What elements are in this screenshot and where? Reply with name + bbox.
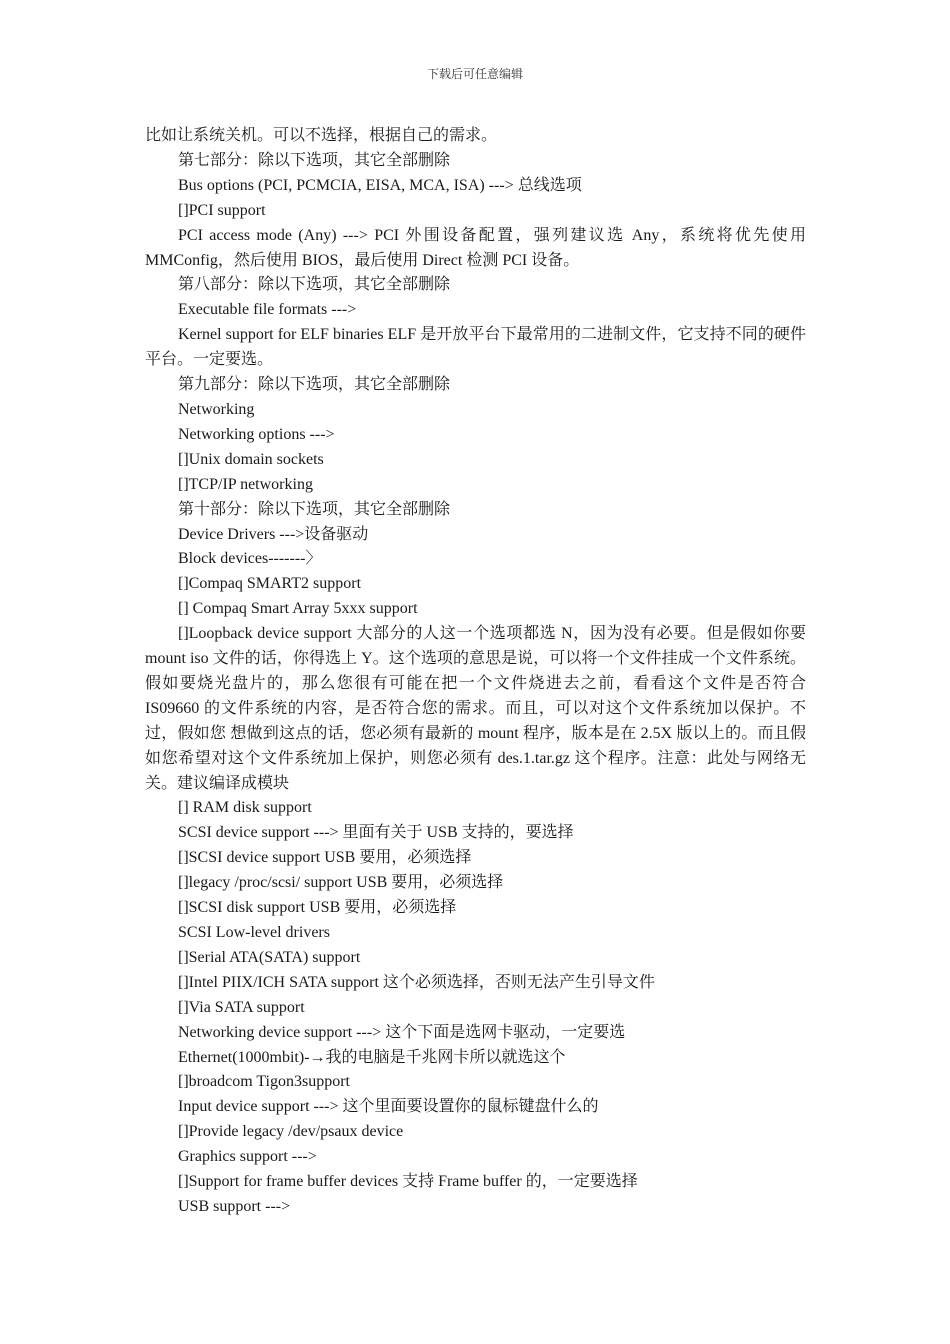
option-line: []Via SATA support	[178, 998, 305, 1016]
paragraph: []Loopback device support 大部分的人这一个选项都选 N，因为没有必要。但是假如你要 mount iso 文件的话，你得选上 Y。这个选项的意思是说，可以将一个文件挂成一个文件系统。假如要烧光盘片的，那么您很有可能在把一个文件烧进去之前，看看这个文件是否符合 IS09660 的文件系统的内容，是否符合您的需求。而且，可以对这个文件系统加以保护。不过，假如您 想做到这点的话，您必须有最新的 mount 程序，版本是在 2.5X 版以上的。而且假如您希望对这个文件系统加上保护，则您必须有 des.1.tar.gz 这个程序。注意：此处与网络无关。建议编译成模块	[145, 625, 806, 792]
section-heading: 第九部分：除以下选项，其它全部删除	[178, 376, 451, 394]
option-line: Block devices-------〉	[178, 550, 322, 568]
option-line: SCSI Low-level drivers	[178, 924, 330, 941]
paragraph: Bus options (PCI, PCMCIA, EISA, MCA, ISA) ---> 总线选项	[178, 176, 582, 194]
option-line: Networking	[178, 400, 255, 418]
option-line: Networking options --->	[178, 425, 335, 443]
section-heading: 第十部分：除以下选项，其它全部删除	[178, 500, 451, 518]
document-body	[145, 124, 806, 1220]
option-line: Executable file formats --->	[178, 301, 357, 319]
option-line: []Compaq SMART2 support	[178, 575, 362, 593]
paragraph: PCI access mode (Any) ---> PCI 外围设备配置，强列建议选 Any，系统将优先使用 MMConfig，然后使用 BIOS，最后使用 Direct 检测 PCI 设备。	[145, 226, 806, 269]
option-line: Networking device support ---> 这个下面是选网卡驱动，一定要选	[178, 1023, 626, 1041]
option-line: []Support for frame buffer devices 支持 Frame buffer 的，一定要选择	[178, 1173, 638, 1191]
option-line: USB support --->	[178, 1197, 291, 1215]
option-line: []PCI support	[178, 201, 266, 219]
option-line: []legacy /proc/scsi/ support USB 要用，必须选择	[178, 874, 504, 892]
option-line: []SCSI device support USB 要用，必须选择	[178, 849, 472, 867]
option-line: []TCP/IP networking	[178, 475, 313, 493]
paragraph: 比如让系统关机。可以不选择，根据自己的需求。	[145, 127, 498, 144]
option-line: SCSI device support ---> 里面有关于 USB 支持的，要选择	[178, 824, 574, 842]
section-heading: 第八部分：除以下选项，其它全部删除	[178, 276, 451, 294]
paragraph: Kernel support for ELF binaries ELF 是开放平台下最常用的二进制文件，它支持不同的硬件平台。一定要选。	[145, 326, 806, 369]
option-line: []Unix domain sockets	[178, 450, 324, 468]
option-line: Graphics support --->	[178, 1148, 317, 1166]
option-line: [] RAM disk support	[178, 799, 312, 817]
option-line: []broadcom Tigon3support	[178, 1073, 350, 1091]
option-line: Device Drivers --->设备驱动	[178, 525, 369, 543]
option-line: []Intel PIIX/ICH SATA support 这个必须选择，否则无法产生引导文件	[178, 973, 655, 991]
option-line: Ethernet(1000mbit)-→我的电脑是千兆网卡所以就选这个	[178, 1048, 566, 1066]
option-line: []SCSI disk support USB 要用，必须选择	[178, 899, 457, 917]
option-line: Input device support ---> 这个里面要设置你的鼠标键盘什么的	[178, 1098, 599, 1116]
option-line: []Serial ATA(SATA) support	[178, 948, 361, 966]
option-line: [] Compaq Smart Array 5xxx support	[178, 600, 418, 618]
section-heading: 第七部分：除以下选项，其它全部删除	[178, 151, 451, 169]
page-header: 下载后可任意编辑	[426, 67, 523, 81]
option-line: []Provide legacy /dev/psaux device	[178, 1123, 404, 1141]
